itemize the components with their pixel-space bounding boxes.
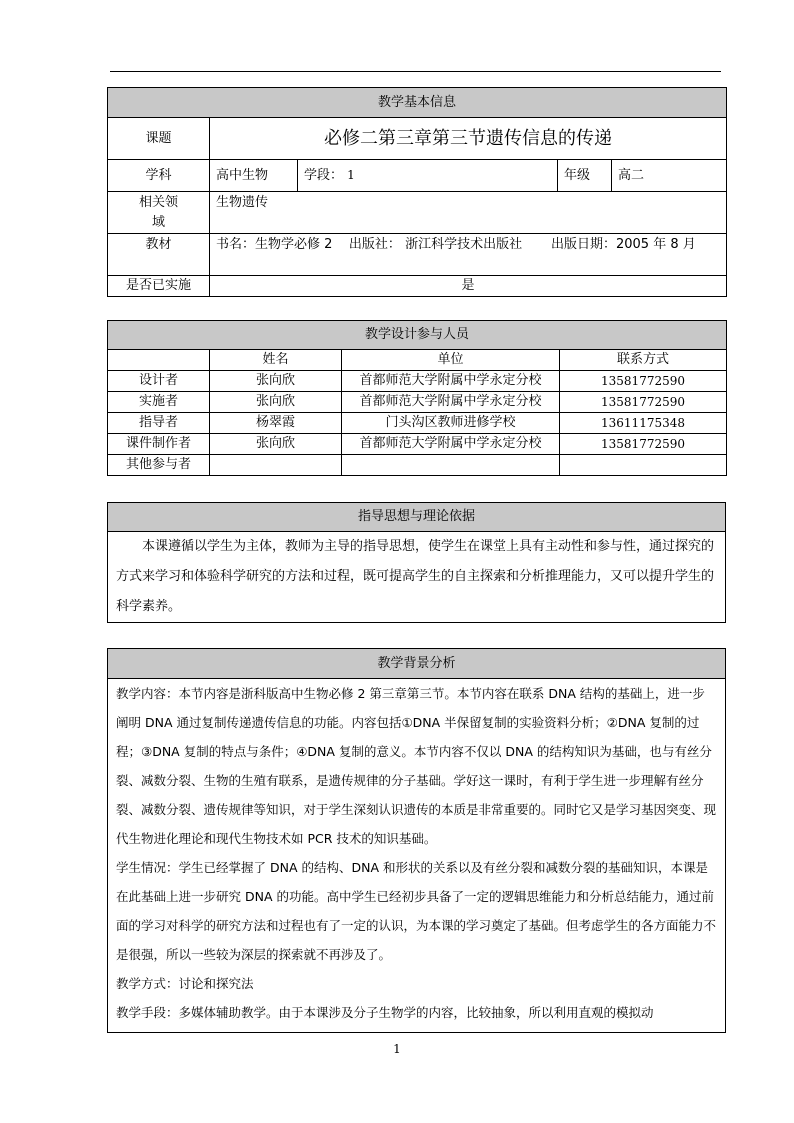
subject-value: 高中生物 bbox=[210, 160, 298, 192]
participant-name bbox=[210, 455, 342, 476]
subject-label: 学科 bbox=[108, 160, 210, 192]
participant-contact: 13581772590 bbox=[560, 392, 727, 413]
textbook-value: 书名：生物学必修 2 出版社： 浙江科学技术出版社 出版日期：2005 年 8 月 bbox=[210, 234, 727, 276]
implemented-value: 是 bbox=[210, 276, 727, 297]
participant-name: 张向欣 bbox=[210, 392, 342, 413]
participant-role: 其他参与者 bbox=[108, 455, 210, 476]
participant-unit: 首都师范大学附属中学永定分校 bbox=[342, 392, 560, 413]
participant-unit: 首都师范大学附属中学永定分校 bbox=[342, 371, 560, 392]
column-header-name: 姓名 bbox=[210, 350, 342, 371]
stage-cell bbox=[298, 160, 558, 192]
participant-unit bbox=[342, 455, 560, 476]
participant-role: 设计者 bbox=[108, 371, 210, 392]
participant-contact: 13581772590 bbox=[560, 371, 727, 392]
background-header: 教学背景分析 bbox=[108, 649, 726, 679]
table-row bbox=[108, 413, 727, 434]
background-means: 教学手段：多媒体辅助教学。由于本课涉及分子生物学的内容，比较抽象，所以利用直观的模拟动 bbox=[116, 1005, 654, 1020]
participant-role: 实施者 bbox=[108, 392, 210, 413]
background-table bbox=[107, 648, 726, 1033]
background-students: 学生情况：学生已经掌握了 DNA 的结构、DNA 和形状的关系以及有丝分裂和减数分裂的基础知识，本课是在此基础上进一步研究 DNA 的功能。高中学生已经初步具备了一定的逻辑思维能力和分析总结能力，通过前面的学习对科学的研究方法和过程也有了一定的认识，为本课的学习奠定了基础。但考虑学生的各方面能力不是很强，所以一些较为深层的探索就不再涉及了。 bbox=[116, 860, 717, 962]
participant-contact bbox=[560, 455, 727, 476]
participant-role: 指导者 bbox=[108, 413, 210, 434]
topic-label: 课题 bbox=[108, 118, 210, 160]
page-number: 1 bbox=[393, 1042, 401, 1056]
stage-value: 1 bbox=[347, 168, 355, 182]
table-row bbox=[108, 392, 727, 413]
table-row bbox=[108, 455, 727, 476]
participant-contact: 13581772590 bbox=[560, 434, 727, 455]
background-method: 教学方式：讨论和探究法 bbox=[116, 976, 254, 991]
participant-name: 张向欣 bbox=[210, 434, 342, 455]
column-header-contact: 联系方式 bbox=[560, 350, 727, 371]
participant-unit: 门头沟区教师进修学校 bbox=[342, 413, 560, 434]
participant-name: 张向欣 bbox=[210, 371, 342, 392]
textbook-label: 教材 bbox=[108, 234, 210, 276]
participant-name: 杨翠霞 bbox=[210, 413, 342, 434]
participant-role: 课件制作者 bbox=[108, 434, 210, 455]
column-header-unit: 单位 bbox=[342, 350, 560, 371]
table-row bbox=[108, 371, 727, 392]
basic-info-header: 教学基本信息 bbox=[108, 88, 727, 118]
background-body bbox=[108, 679, 726, 1033]
guidance-text: 本课遵循以学生为主体，教师为主导的指导思想，使学生在课堂上具有主动性和参与性，通过探究的方式来学习和体验科学研究的方法和过程，既可提高学生的自主探索和分析推理能力，又可以提升学生的科学素养。 bbox=[108, 532, 726, 623]
participants-table bbox=[107, 320, 727, 476]
participant-contact: 13611175348 bbox=[560, 413, 727, 434]
stage-label: 学段： bbox=[304, 168, 344, 183]
topic-value: 必修二第三章第三节遗传信息的传递 bbox=[210, 118, 727, 160]
grade-label: 年级 bbox=[558, 160, 612, 192]
grade-value: 高二 bbox=[612, 160, 727, 192]
header-rule bbox=[110, 71, 721, 72]
background-content: 教学内容：本节内容是浙科版高中生物必修 2 第三章第三节。本节内容在联系 DNA 结构的基础上，进一步阐明 DNA 通过复制传递遗传信息的功能。内容包括①DNA 半保留复制的实验资料分析；②DNA 复制的过程；③DNA 复制的特点与条件；④DNA 复制的意义。本节内容不仅以 DNA 的结构知识为基础，也与有丝分裂、减数分裂、生物的生殖有联系，是遗传规律的分子基础。学好这一课时，有利于学生进一步理解有丝分裂、减数分裂、遗传规律等知识，对于学生深刻认识遗传的本质是非常重要的。同时它又是学习基因突变、现代生物进化理论和现代生物技术如 PCR 技术的知识基础。 bbox=[116, 686, 717, 846]
basic-info-table bbox=[107, 87, 727, 297]
column-header-role bbox=[108, 350, 210, 371]
field-label: 相关领域 bbox=[108, 192, 210, 234]
participant-unit: 首都师范大学附属中学永定分校 bbox=[342, 434, 560, 455]
participants-header: 教学设计参与人员 bbox=[108, 321, 727, 350]
guidance-table bbox=[107, 502, 726, 623]
implemented-label: 是否已实施 bbox=[108, 276, 210, 297]
table-row bbox=[108, 434, 727, 455]
guidance-header: 指导思想与理论依据 bbox=[108, 503, 726, 532]
field-value: 生物遗传 bbox=[210, 192, 727, 234]
